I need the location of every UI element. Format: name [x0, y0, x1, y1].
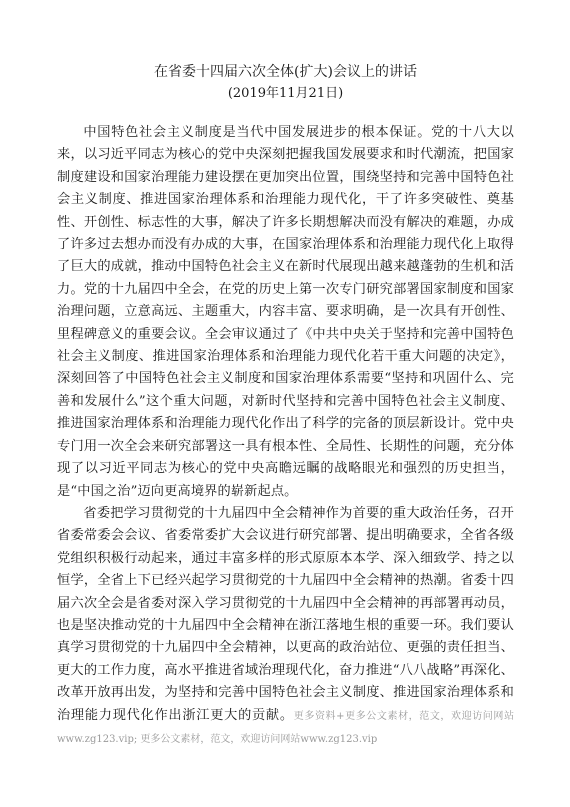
- document-date: (2019年11月21日): [227, 86, 344, 101]
- paragraph-1: 中国特色社会主义制度是当代中国发展进步的根本保证。党的十八大以来，以习近平同志为核心的党中央深刻把握我国发展要求和时代潮流，把国家制度建设和国家治理能力建设摆在更加突出位置，围绕坚持和完善中国特色社会主义制度、推进国家治理体系和治理能力现代化，干了许多突破性、奠基性、开创性、标志性的大事，解决了许多长期想解决而没有解决的难题，办成了许多过去想办而没有办成的大事，在国家治理体系和治理能力现代化上取得了巨大的成就，推动中国特色社会主义在新时代展现出越来越蓬勃的生机和活力。党的十九届四中全会，在党的历史上第一次专门研究部署国家制度和国家治理问题，立意高远、主题重大，内容丰富、要求明确，是一次具有开创性、里程碑意义的重要会议。全会审议通过了《中共中央关于坚持和完善中国特色社会主义制度、推进国家治理体系和治理能力现代化若干重大问题的决定》，深刻回答了中国特色社会主义制度和国家治理体系需要“坚持和巩固什么、完善和发展什么”这个重大问题，对新时代坚持和完善中国特色社会主义制度、推进国家治理体系和治理能力现代化作出了科学的完备的顶层新设计。党中央专门用一次全会来研究部署这一具有根本性、全局性、长期性的问题，充分体现了以习近平同志为核心的党中央高瞻远瞩的战略眼光和强烈的历史担当，是“中国之治”迈向更高境界的崭新起点。: [57, 125, 514, 499]
- document-title: 在省委十四届六次全体(扩大)会议上的讲话: [154, 64, 417, 80]
- website-watermark: 更多资料+更多公文素材，范文，欢迎访问网站www.zg123.vip; 更多公文素材，范文，欢迎访问网站www.zg123.vip: [57, 710, 514, 745]
- paragraph-2: [57, 503, 514, 751]
- paragraph-2-text: 省委把学习贯彻党的十九届四中全会精神作为首要的重大政治任务，召开省委常委会会议、省委常委扩大会议进行研究部署、提出明确要求，全省各级党组织积极行动起来，通过丰富多样的形式原原本本学、深入细致学、持之以恒学，全省上下已经兴起学习贯彻党的十九届四中全会精神的热潮。省委十四届六次全会是省委对深入学习贯彻党的十九届四中全会精神的再部署再动员，也是坚决推动党的十九届四中全会精神在浙江落地生根的重要一环。我们要认真学习贯彻党的十九届四中全会精神，以更高的政治站位、更强的责任担当、更大的工作力度，高水平推进省域治理现代化，奋力推进“八八战略”再深化、改革开放再出发，为坚持和完善中国特色社会主义制度、推进国家治理体系和治理能力现代化作出浙江更大的贡献。: [57, 505, 514, 723]
